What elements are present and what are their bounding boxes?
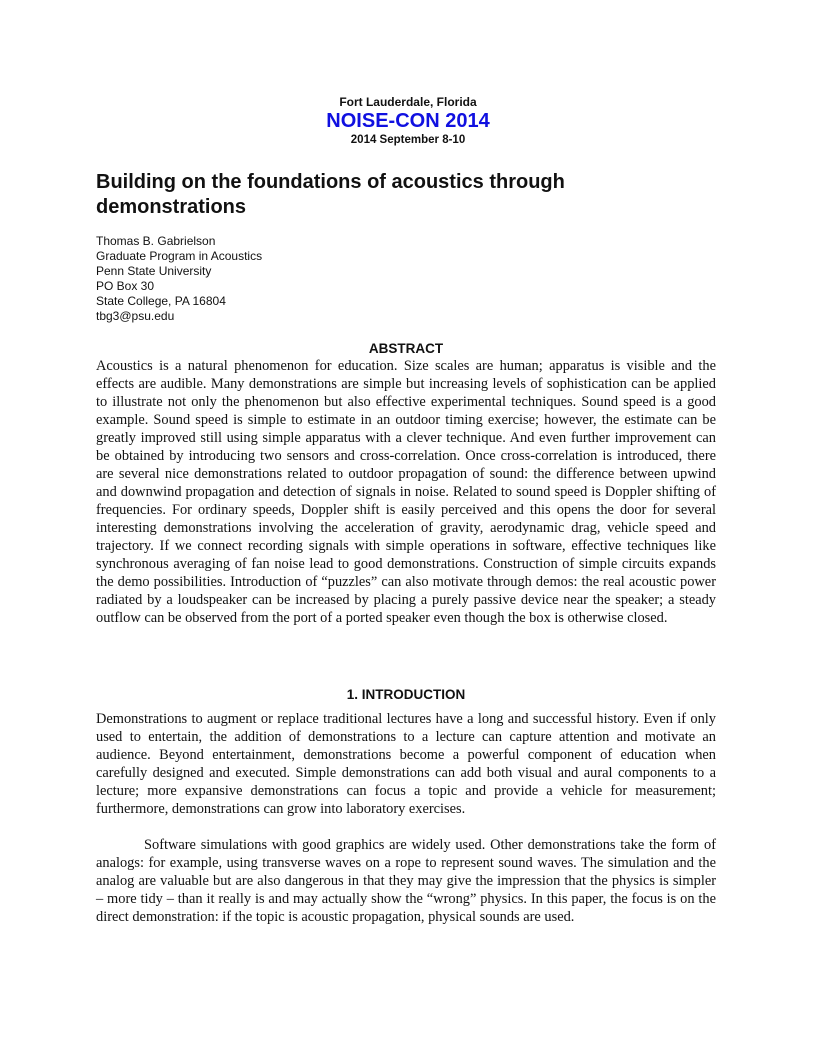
paper-title: Building on the foundations of acoustics through demonstrations <box>96 171 565 218</box>
author-email: tbg3@psu.edu <box>96 309 175 323</box>
author-name: Thomas B. Gabrielson <box>96 234 216 248</box>
abstract-text: Acoustics is a natural phenomenon for education. Size scales are human; apparatus is visible and the effects are audible. Many demonstrations are simple but increasing levels of sophistication can be applied to illustrate not only the phenomenon but also effective experimental techniques. Sound speed is a good example. Sound speed is simple to estimate in an outdoor timing exercise; however, the estimate can be greatly improved still using simple apparatus with a clever technique. And even further improvement can be obtained by introducing two sensors and cross-correlation. Once cross-correlation is introduced, there are several nice demonstrations related to outdoor propagation of sound: the difference between upwind and downwind propagation and detection of signals in noise. Related to sound speed is Doppler shifting of frequencies. For ordinary speeds, Doppler shift is easily perceived and this opens the door for several interesting demonstrations involving the acceleration of gravity, aerodynamic drag, vehicle speed and trajectory. If we connect recording signals with simple operations in software, effective techniques like synchronous averaging of fan noise lead to good demonstrations. Construction of simple circuits expands the demo possibilities. Introduction of “puzzles” can also motivate through demos: the real acoustic power radiated by a loudspeaker can be increased by placing a purely passive device near the speaker; a steady outflow can be observed from the port of a ported speaker even though the box is otherwise closed. <box>96 358 716 626</box>
author-department: Graduate Program in Acoustics <box>96 249 263 263</box>
author-block <box>96 234 262 324</box>
conference-name: NOISE-CON 2014 <box>326 110 490 132</box>
author-city: State College, PA 16804 <box>96 294 226 308</box>
introduction-heading: 1. INTRODUCTION <box>346 687 466 702</box>
author-po-box: PO Box 30 <box>96 279 155 293</box>
introduction-paragraph-2: Software simulations with good graphics are widely used. Other demonstrations take the form of analogs: for example, using transverse waves on a rope to represent sound waves. The simulation and the analog are valuable but are also dangerous in that they may give the impression that the physics is simpler – more tidy – than it really is and may actually show the “wrong” physics. In this paper, the focus is on the direct demonstration: if the topic is acoustic propagation, physical sounds are used. <box>96 837 716 925</box>
introduction-paragraph-1: Demonstrations to augment or replace traditional lectures have a long and successful history. Even if only used to entertain, the addition of demonstrations to a lecture can capture attention and motivate an audience. Beyond entertainment, demonstrations become a powerful component of education when carefully designed and executed. Simple demonstrations can add both visual and aural components to a lecture; more expansive demonstrations can focus a topic and provide a vehicle for measurement; furthermore, demonstrations can grow into laboratory exercises. <box>96 711 716 817</box>
conference-header <box>0 94 816 148</box>
conference-date: 2014 September 8-10 <box>350 134 466 146</box>
abstract-heading: ABSTRACT <box>368 341 444 356</box>
author-institution: Penn State University <box>96 264 212 278</box>
conference-location: Fort Lauderdale, Florida <box>339 95 477 109</box>
